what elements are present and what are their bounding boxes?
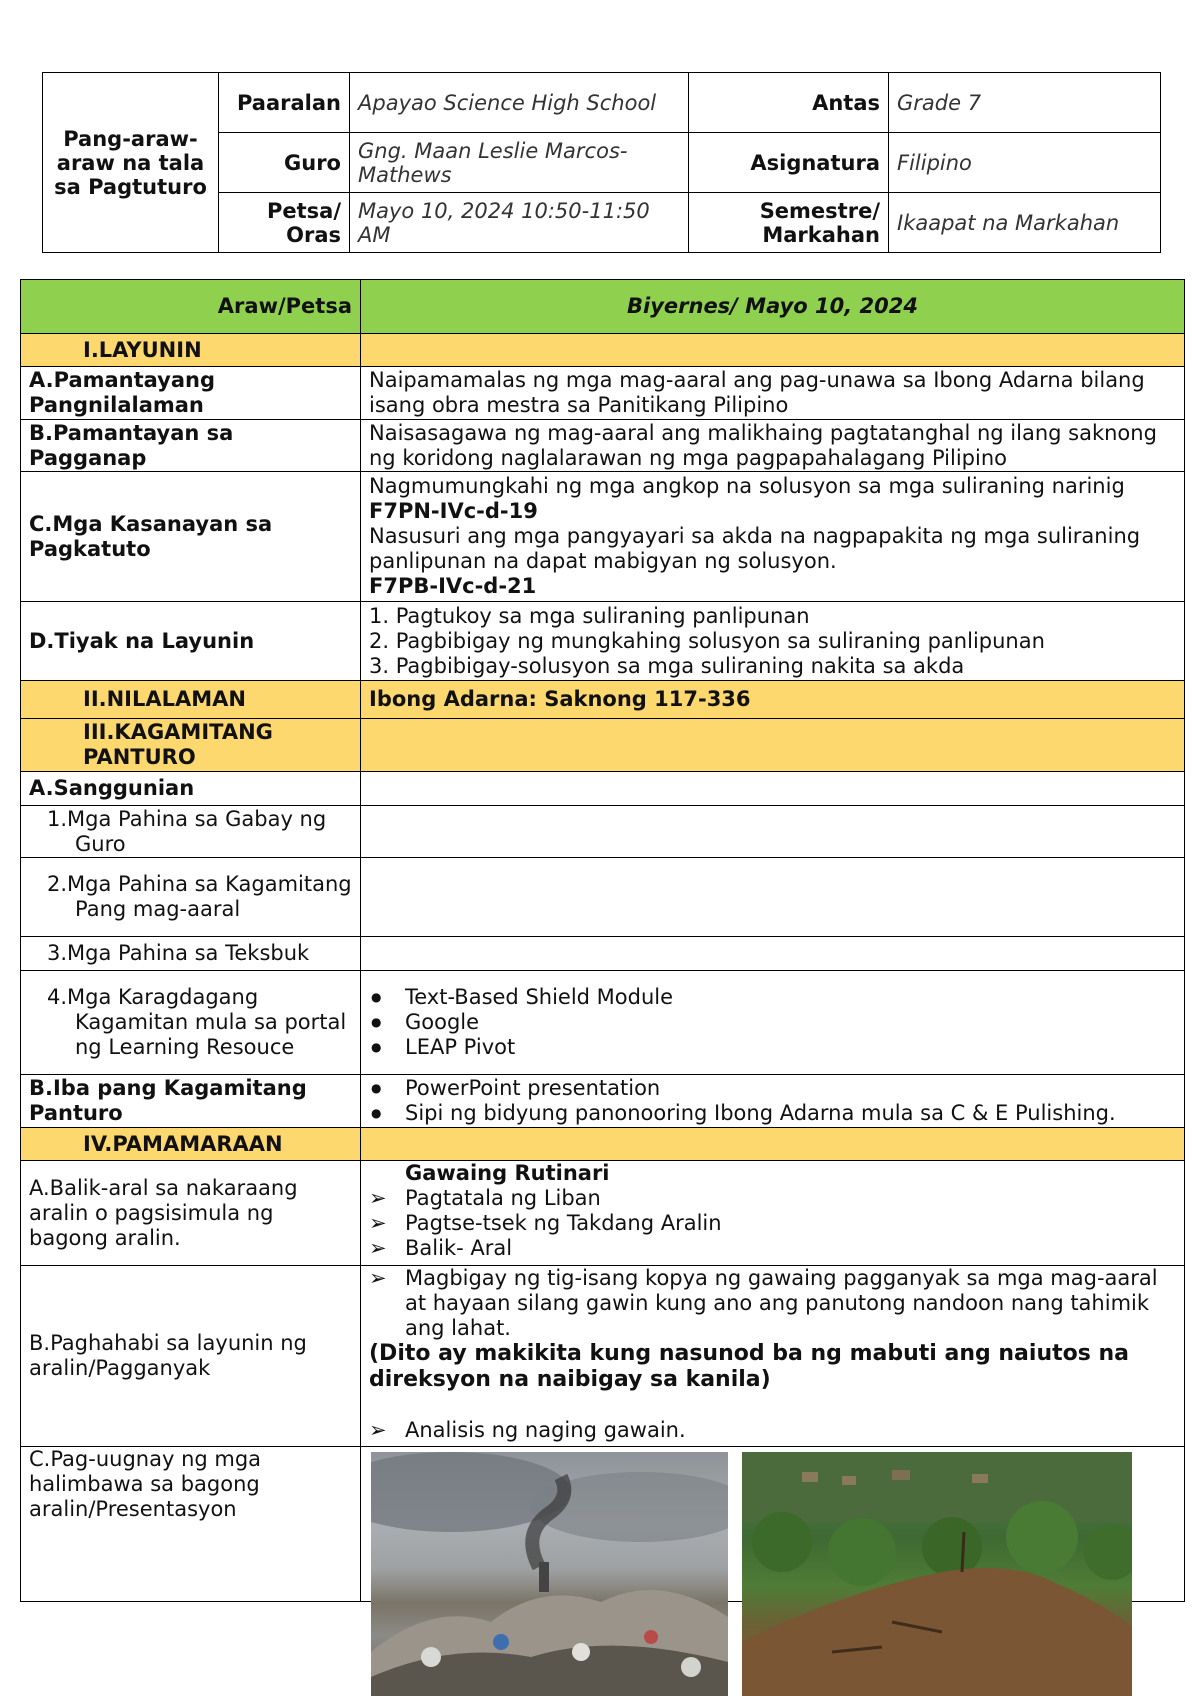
school-value: Apayao Science High School: [350, 73, 689, 133]
iba-label: B.Iba pang Kagamitang Panturo: [21, 1075, 361, 1128]
kasanayan-text-1: Nagmumungkahi ng mga angkop na solusyon sa mga suliraning narinig: [369, 474, 1125, 498]
section-row: [21, 719, 1185, 772]
header-table: [42, 72, 1161, 253]
pamantayang-label: A.Pamantayang Pangnilalaman: [21, 367, 361, 420]
section-row: [21, 1128, 1185, 1161]
pag-uugnay-label: C.Pag-uugnay ng mga halimbawa sa bagong aralin/Presentasyon: [21, 1447, 361, 1602]
balik-label: A.Balik-aral sa nakaraang aralin o pagsisimula ng bagong aralin.: [21, 1161, 361, 1266]
kagamitang-pang-label: 2.Mga Pahina sa Kagamitang Pang mag-aaral: [21, 858, 361, 937]
kasanayan-label: C.Mga Kasanayan sa Pagkatuto: [21, 472, 361, 602]
date-time-value: Mayo 10, 2024 10:50-11:50 AM: [350, 193, 689, 253]
quarter-label: Semestre/ Markahan: [689, 193, 889, 253]
table-row: [21, 1075, 1185, 1128]
paghahabi-note: (Dito ay makikita kung nasunod ba ng mabuti ang naiutos na direksyon na naibigay sa kanila): [369, 1341, 1129, 1392]
list-item: ➢ Pagtse-tsek ng Takdang Aralin: [369, 1211, 1176, 1236]
teacher-label: Guro: [219, 133, 350, 193]
pamantayang-value: Naipamamalas ng mga mag-aaral ang pag-unawa sa Ibong Adarna bilang isang obra mestra sa Panitikang Pilipino: [361, 367, 1185, 420]
subject-value: Filipino: [889, 133, 1161, 193]
list-item: ● Google: [369, 1010, 1176, 1035]
section-pamamaraan: IV.PAMAMARAAN: [21, 1128, 361, 1161]
tiyak-item: 1. Pagtukoy sa mga suliraning panlipunan: [369, 603, 810, 628]
table-row: [21, 367, 1185, 420]
school-label: Paaralan: [219, 73, 350, 133]
subject-label: Asignatura: [689, 133, 889, 193]
table-row: [21, 1266, 1185, 1447]
tiyak-item: 2. Pagbibigay ng mungkahing solusyon sa suliraning panlipunan: [369, 628, 1045, 653]
pagganap-value: Naisasagawa ng mag-aaral ang malikhaing pagtatanghal ng ilang saknong ng koridong naglalarawan ng mga pagpapahalagang Pilipino: [361, 420, 1185, 472]
gabay-label: 1.Mga Pahina sa Gabay ng Guro: [21, 806, 361, 858]
section-layunin: I.LAYUNIN: [21, 334, 361, 367]
grade-label: Antas: [689, 73, 889, 133]
pollution-photo: [371, 1452, 728, 1696]
grade-value: Grade 7: [889, 73, 1161, 133]
kasanayan-code-2: F7PB-IVc-d-21: [369, 574, 537, 598]
kasanayan-text-2: Nasusuri ang mga pangyayari sa akda na nagpapakita ng mga suliraning panlipunan na dapat mabigyan ng solusyon.: [369, 524, 1141, 573]
list-item: ● Sipi ng bidyung panonooring Ibong Adarna mula sa C & E Pulishing.: [369, 1101, 1176, 1126]
header-title: Pang-araw-araw na tala sa Pagtuturo: [43, 73, 219, 253]
table-row: [21, 971, 1185, 1075]
teacher-value: Gng. Maan Leslie Marcos-Mathews: [350, 133, 689, 193]
list-item: ➢ Magbigay ng tig-isang kopya ng gawaing pagganyak sa mga mag-aaral at hayaan silang gawin kung ano ang panutong nandoon nang tahimik ang lahat.: [369, 1266, 1176, 1341]
list-item: ➢ Analisis ng naging gawain.: [369, 1418, 1176, 1443]
iba-cell: [361, 1075, 1185, 1128]
paghahabi-cell: [361, 1266, 1185, 1447]
pagganap-label: B.Pamantayan sa Pagganap: [21, 420, 361, 472]
deforestation-photo: [742, 1452, 1132, 1696]
deforestation-illustration: [742, 1452, 1132, 1696]
kasanayan-code-1: F7PN-IVc-d-19: [369, 499, 538, 523]
table-row: [21, 858, 1185, 937]
day-value: Biyernes/ Mayo 10, 2024: [361, 280, 1185, 334]
section-row: [21, 681, 1185, 719]
list-item: ➢ Pagtatala ng Liban: [369, 1186, 1176, 1211]
table-row: [21, 937, 1185, 971]
table-row: [21, 772, 1185, 806]
nilalaman-value: Ibong Adarna: Saknong 117-336: [361, 681, 1185, 719]
table-row: [21, 806, 1185, 858]
section-kagamitan: III.KAGAMITANG PANTURO: [21, 719, 361, 772]
tiyak-cell: [361, 602, 1185, 681]
karagdagang-cell: [361, 971, 1185, 1075]
kasanayan-cell: [361, 472, 1185, 602]
list-item: ● LEAP Pivot: [369, 1035, 1176, 1060]
table-row: [21, 420, 1185, 472]
lesson-plan-table: [20, 279, 1185, 1602]
balik-cell: [361, 1161, 1185, 1266]
table-row: [21, 1161, 1185, 1266]
gawain-title: Gawaing Rutinari: [405, 1161, 610, 1185]
pollution-illustration: [371, 1452, 728, 1696]
tiyak-item: 3. Pagbibigay-solusyon sa mga suliraning nakita sa akda: [369, 653, 965, 678]
section-row: [21, 334, 1185, 367]
section-nilalaman: II.NILALAMAN: [21, 681, 361, 719]
paghahabi-label: B.Paghahabi sa layunin ng aralin/Pagganyak: [21, 1266, 361, 1447]
tiyak-label: D.Tiyak na Layunin: [21, 602, 361, 681]
date-time-label: Petsa/ Oras: [219, 193, 350, 253]
sanggunian-label: A.Sanggunian: [21, 772, 361, 806]
list-item: ● PowerPoint presentation: [369, 1076, 1176, 1101]
karagdagang-label: 4.Mga Karagdagang Kagamitan mula sa portal ng Learning Resouce: [21, 971, 361, 1075]
day-label: Araw/Petsa: [21, 280, 361, 334]
quarter-value: Ikaapat na Markahan: [889, 193, 1161, 253]
list-item: ● Text-Based Shield Module: [369, 985, 1176, 1010]
list-item: ➢ Balik- Aral: [369, 1236, 1176, 1261]
table-row: [21, 472, 1185, 602]
table-row: [21, 602, 1185, 681]
teksbuk-label: 3.Mga Pahina sa Teksbuk: [21, 937, 361, 971]
table-row: [21, 280, 1185, 334]
